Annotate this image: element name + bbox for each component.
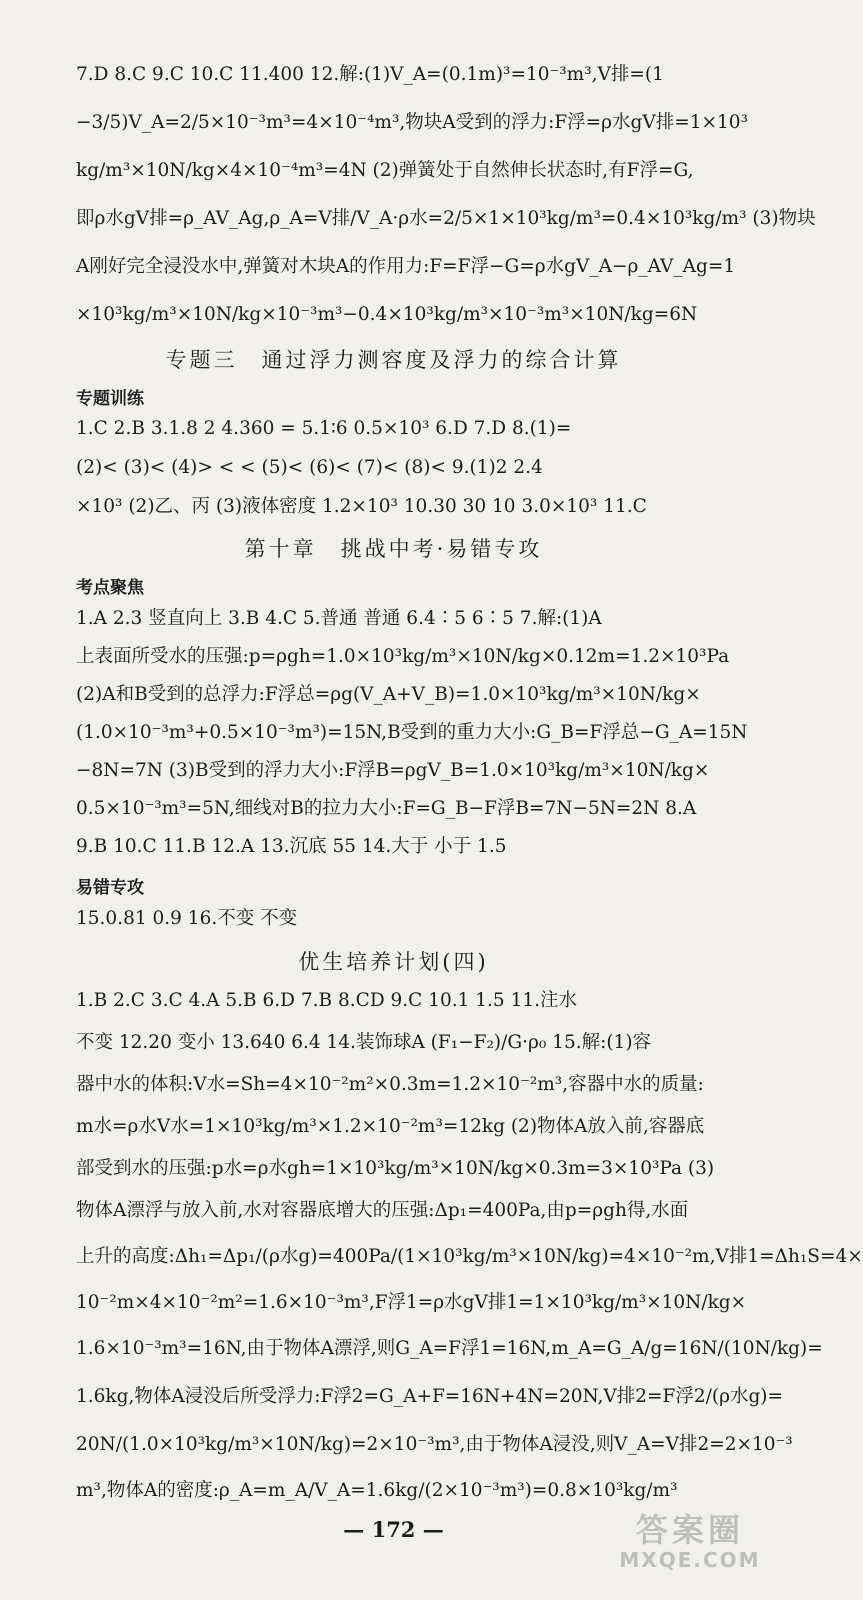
text-line: 器中水的体积:V水=Sh=4×10⁻²m²×0.3m=1.2×10⁻²m³,容器中水的质量: bbox=[76, 1074, 704, 1095]
text-line: 15.0.81 0.9 16.不变 不变 bbox=[76, 908, 298, 929]
text-line: −8N=7N (3)B受到的浮力大小:F浮B=ρgV_B=1.0×10³kg/m³×10N/kg× bbox=[76, 760, 710, 781]
text-line: A刚好完全浸没水中,弹簧对木块A的作用力:F=F浮−G=ρ水gV_A−ρ_AV_Ag=1 bbox=[76, 256, 736, 277]
text-line: m³,物体A的密度:ρ_A=m_A/V_A=1.6kg/(2×10⁻³m³)=0.8×10³kg/m³ bbox=[76, 1480, 678, 1501]
text-line: (2)A和B受到的总浮力:F浮总=ρg(V_A+V_B)=1.0×10³kg/m³×10N/kg× bbox=[76, 684, 701, 705]
watermark-url: MXQE.COM bbox=[619, 1548, 761, 1572]
text-line: (1.0×10⁻³m³+0.5×10⁻³m³)=15N,B受到的重力大小:G_B=F浮总−G_A=15N bbox=[76, 722, 748, 743]
text-line: kg/m³×10N/kg×4×10⁻⁴m³=4N (2)弹簧处于自然伸长状态时,有F浮=G, bbox=[76, 160, 694, 181]
text-line: 上升的高度:Δh₁=Δp₁/(ρ水g)=400Pa/(1×10³kg/m³×10N/kg)=4×10⁻²m,V排1=Δh₁S=4× bbox=[76, 1246, 863, 1267]
text-line: ×10³kg/m³×10N/kg×10⁻³m³−0.4×10³kg/m³×10⁻³m³×10N/kg=6N bbox=[76, 304, 698, 325]
text-line: 1.A 2.3 竖直向上 3.B 4.C 5.普通 普通 6.4∶5 6∶5 7.解:(1)A bbox=[76, 608, 602, 629]
text-line: ×10³ (2)乙、丙 (3)液体密度 1.2×10³ 10.30 30 10 3.0×10³ 11.C bbox=[76, 496, 647, 517]
watermark-logo bbox=[615, 1512, 765, 1580]
text-line: 不变 12.20 变小 13.640 6.4 14.装饰球A (F₁−F₂)/G·ρ₀ 15.解:(1)容 bbox=[76, 1032, 652, 1053]
text-line: 1.6kg,物体A浸没后所受浮力:F浮2=G_A+F=16N+4N=20N,V排2=F浮2/(ρ水g)= bbox=[76, 1386, 784, 1407]
section-heading: 优生培养计划(四) bbox=[298, 950, 489, 974]
text-line: 1.6×10⁻³m³=16N,由于物体A漂浮,则G_A=F浮1=16N,m_A=G_A/g=16N/(10N/kg)= bbox=[76, 1338, 823, 1359]
text-line: 物体A漂浮与放入前,水对容器底增大的压强:Δp₁=400Pa,由p=ρgh得,水面 bbox=[76, 1200, 689, 1221]
text-line: 20N/(1.0×10³kg/m³×10N/kg)=2×10⁻³m³,由于物体A浸没,则V_A=V排2=2×10⁻³ bbox=[76, 1434, 793, 1455]
text-line: 9.B 10.C 11.B 12.A 13.沉底 55 14.大于 小于 1.5 bbox=[76, 836, 507, 857]
text-line: m水=ρ水V水=1×10³kg/m³×1.2×10⁻²m³=12kg (2)物体A放入前,容器底 bbox=[76, 1116, 705, 1137]
chapter-heading: 第十章 挑战中考·易错专攻 bbox=[244, 537, 543, 561]
section-heading: 专题三 通过浮力测容度及浮力的综合计算 bbox=[165, 348, 622, 372]
page-number: — 172 — bbox=[343, 1517, 444, 1542]
text-line: 即ρ水gV排=ρ_AV_Ag,ρ_A=V排/V_A·ρ水=2/5×1×10³kg/m³=0.4×10³kg/m³ (3)物块 bbox=[76, 208, 816, 229]
text-line: 上表面所受水的压强:p=ρgh=1.0×10³kg/m³×10N/kg×0.12m=1.2×10³Pa bbox=[76, 646, 730, 667]
text-line: −3/5)V_A=2/5×10⁻³m³=4×10⁻⁴m³,物块A受到的浮力:F浮=ρ水gV排=1×10³ bbox=[76, 112, 748, 133]
section-subheading: 专题训练 bbox=[76, 389, 144, 409]
text-line: 1.B 2.C 3.C 4.A 5.B 6.D 7.B 8.CD 9.C 10.1 1.5 11.注水 bbox=[76, 990, 578, 1011]
text-line: 7.D 8.C 9.C 10.C 11.400 12.解:(1)V_A=(0.1m)³=10⁻³m³,V排=(1 bbox=[76, 64, 664, 85]
section-subheading: 考点聚焦 bbox=[76, 578, 144, 598]
text-line: (2)< (3)< (4)> < < (5)< (6)< (7)< (8)< 9.(1)2 2.4 bbox=[76, 457, 543, 478]
text-line: 10⁻²m×4×10⁻²m²=1.6×10⁻³m³,F浮1=ρ水gV排1=1×10³kg/m³×10N/kg× bbox=[76, 1292, 747, 1313]
watermark-text: 答案圈 bbox=[635, 1511, 744, 1549]
text-line: 0.5×10⁻³m³=5N,细线对B的拉力大小:F=G_B−F浮B=7N−5N=2N 8.A bbox=[76, 798, 697, 819]
text-line: 部受到水的压强:p水=ρ水gh=1×10³kg/m³×10N/kg×0.3m=3×10³Pa (3) bbox=[76, 1158, 715, 1179]
text-line: 1.C 2.B 3.1.8 2 4.360 = 5.1∶6 0.5×10³ 6.D 7.D 8.(1)= bbox=[76, 418, 572, 439]
section-subheading: 易错专攻 bbox=[76, 878, 144, 898]
